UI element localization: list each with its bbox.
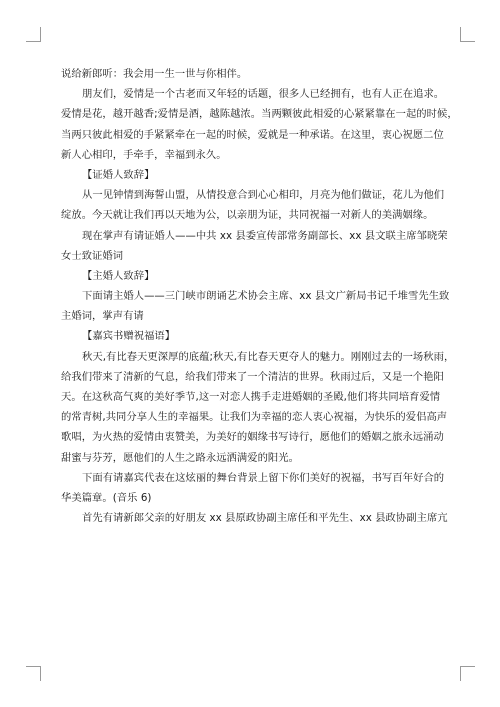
text-line: 新人心相印，手牵手，幸福到永久。 [61,148,227,161]
text-line: 女士致证婚词 [61,249,124,262]
text-line: 绽放。今天就让我们再以天地为公，以亲朋为证，共同祝福一对新人的美满姻缘。 [61,209,434,222]
text-line: 主婚词，掌声有请 [61,310,144,323]
text-line: 歌唱，为火热的爱情由衷赞美，为美好的姻缘书写诗行，愿他们的婚姻之旅永远涌动 [61,431,444,444]
text-line: 天。在这秋高气爽的美好季节,这一对恋人携手走进婚姻的圣殿,他们将共同培育爱情 [61,391,441,403]
section-heading-host: 【主婚人致辞】 [82,269,155,282]
crop-mark-top-right [460,27,475,42]
text-line: 的常青树,共同分享人生的幸福果。让我们为幸福的恋人衷心祝福，为快乐的爱侣高声 [61,411,448,424]
text-line: 甜蜜与芬芳，愿他们的人生之路永远洒满爱的阳光。 [61,451,299,464]
text-line: 秋天,有比春天更深厚的底蕴;秋天,有比春天更夺人的魅力。刚刚过去的一场秋雨， [82,350,455,363]
text-line: 朋友们，爱情是一个古老而又年轻的话题，很多人已经拥有，也有人正在追求。 [82,88,445,101]
text-line: 首先有请新郎父亲的好朋友 xx 县原政协副主席任和平先生、xx 县政协副主席亢 [82,512,448,525]
text-line: 现在掌声有请证婚人——中共 xx 县委宣传部常务副部长、xx 县文联主席邹晓荣 [82,229,448,242]
text-line: 下面请主婚人——三门峡市朗诵艺术协会主席、xx 县文广新局书记千堆雪先生致 [82,290,450,303]
crop-mark-top-left [26,27,41,42]
text-line: 从一见钟情到海誓山盟，从情投意合到心心相印，月亮为他们做证，花儿为他们 [82,189,445,202]
text-line: 下面有请嘉宾代表在这炫丽的舞台背景上留下你们美好的祝福，书写百年好合的 [82,471,445,484]
section-heading-witness: 【证婚人致辞】 [82,168,155,181]
text-line: 给我们带来了清新的气息，给我们带来了一个清洁的世界。秋雨过后，又是一个艳阳 [61,370,444,383]
text-line: 爱情是花，越开越香;爱情是酒，越陈越浓。当两颗彼此相爱的心紧紧靠在一起的时候， [61,108,458,121]
crop-mark-bottom-right [460,666,475,681]
text-line: 当两只彼此相爱的手紧紧牵在一起的时候，爱就是一种承诺。在这里，衷心祝愿二位 [61,128,444,141]
text-line: 华美篇章。(音乐 6) [61,491,152,504]
section-heading-guest-blessing: 【嘉宾书赠祝福语】 [82,330,176,343]
crop-mark-bottom-left [26,666,41,681]
document-body [61,64,458,528]
text-line: 说给新郎听：我会用一生一世与你相伴。 [61,68,248,80]
